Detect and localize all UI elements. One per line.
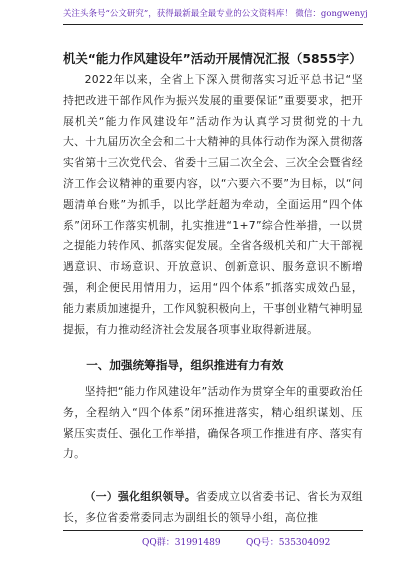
section-1-paragraph: 坚持把“能力作风建设年”活动作为贯穿全年的重要政治任务，全程纳入“四个体系”闭环推进落实，精心组织谋划、压紧压实责任、强化工作举措，确保各项工作推进有序、落实有力。	[63, 385, 363, 461]
footer-qq-number: QQ号：535304092	[246, 538, 331, 548]
intro-paragraph: 2022年以来，全省上下深入贯彻落实习近平总书记“坚持把改进干部作风作为振兴发展的重要保证”重要要求，把开展机关“能力作风建设年”活动作为认真学习贯彻党的十九大、十九届历次全会和二十大精神的具体行动作为深入贯彻落实省第十三次党代会、省委十三届二次全会、三次全会暨省经济工作会议精神的重要内容，以“六要六不要”为目标，以“问题清单台账”为抓手，以比学赶超为牵动，全面运用“四个体系”闭环工作落实机制，扎实推进“1+7”综合性举措，一以贯之提能力转作风、抓落实促发展。全省各级机关和广大干部视遇意识、市场意识、开放意识、创新意识、服务意识不断增强，利企便民用情用力，运用“四个体系”抓落实成效凸显，能力素质加速提升，工作风貌积极向上，干事创业精气神明显提振，有力推动经济社会发展各项事业取得新进展。	[63, 73, 363, 336]
subsection-1-text: 省委成立以省委书记、省长为双组长，多位省委常委同志为副组长的领导小组，高位推	[63, 490, 364, 524]
section-1-heading: 一、加强统筹指导，组织推进有力有效	[86, 358, 284, 372]
document-title: 机关“能力作风建设年”活动开展情况汇报（5855字）	[63, 51, 362, 66]
footer-divider	[63, 530, 363, 531]
header-banner: 关注头条号“公文研究”，获得最新最全最专业的公文资料库！ 微信：gongwenyj	[63, 9, 368, 19]
footer-qq-group: QQ群：31991489	[142, 538, 221, 548]
subsection-1-paragraph	[63, 487, 363, 529]
subsection-1-lead: （一）强化组织领导。	[84, 490, 196, 503]
header-divider	[63, 24, 363, 25]
